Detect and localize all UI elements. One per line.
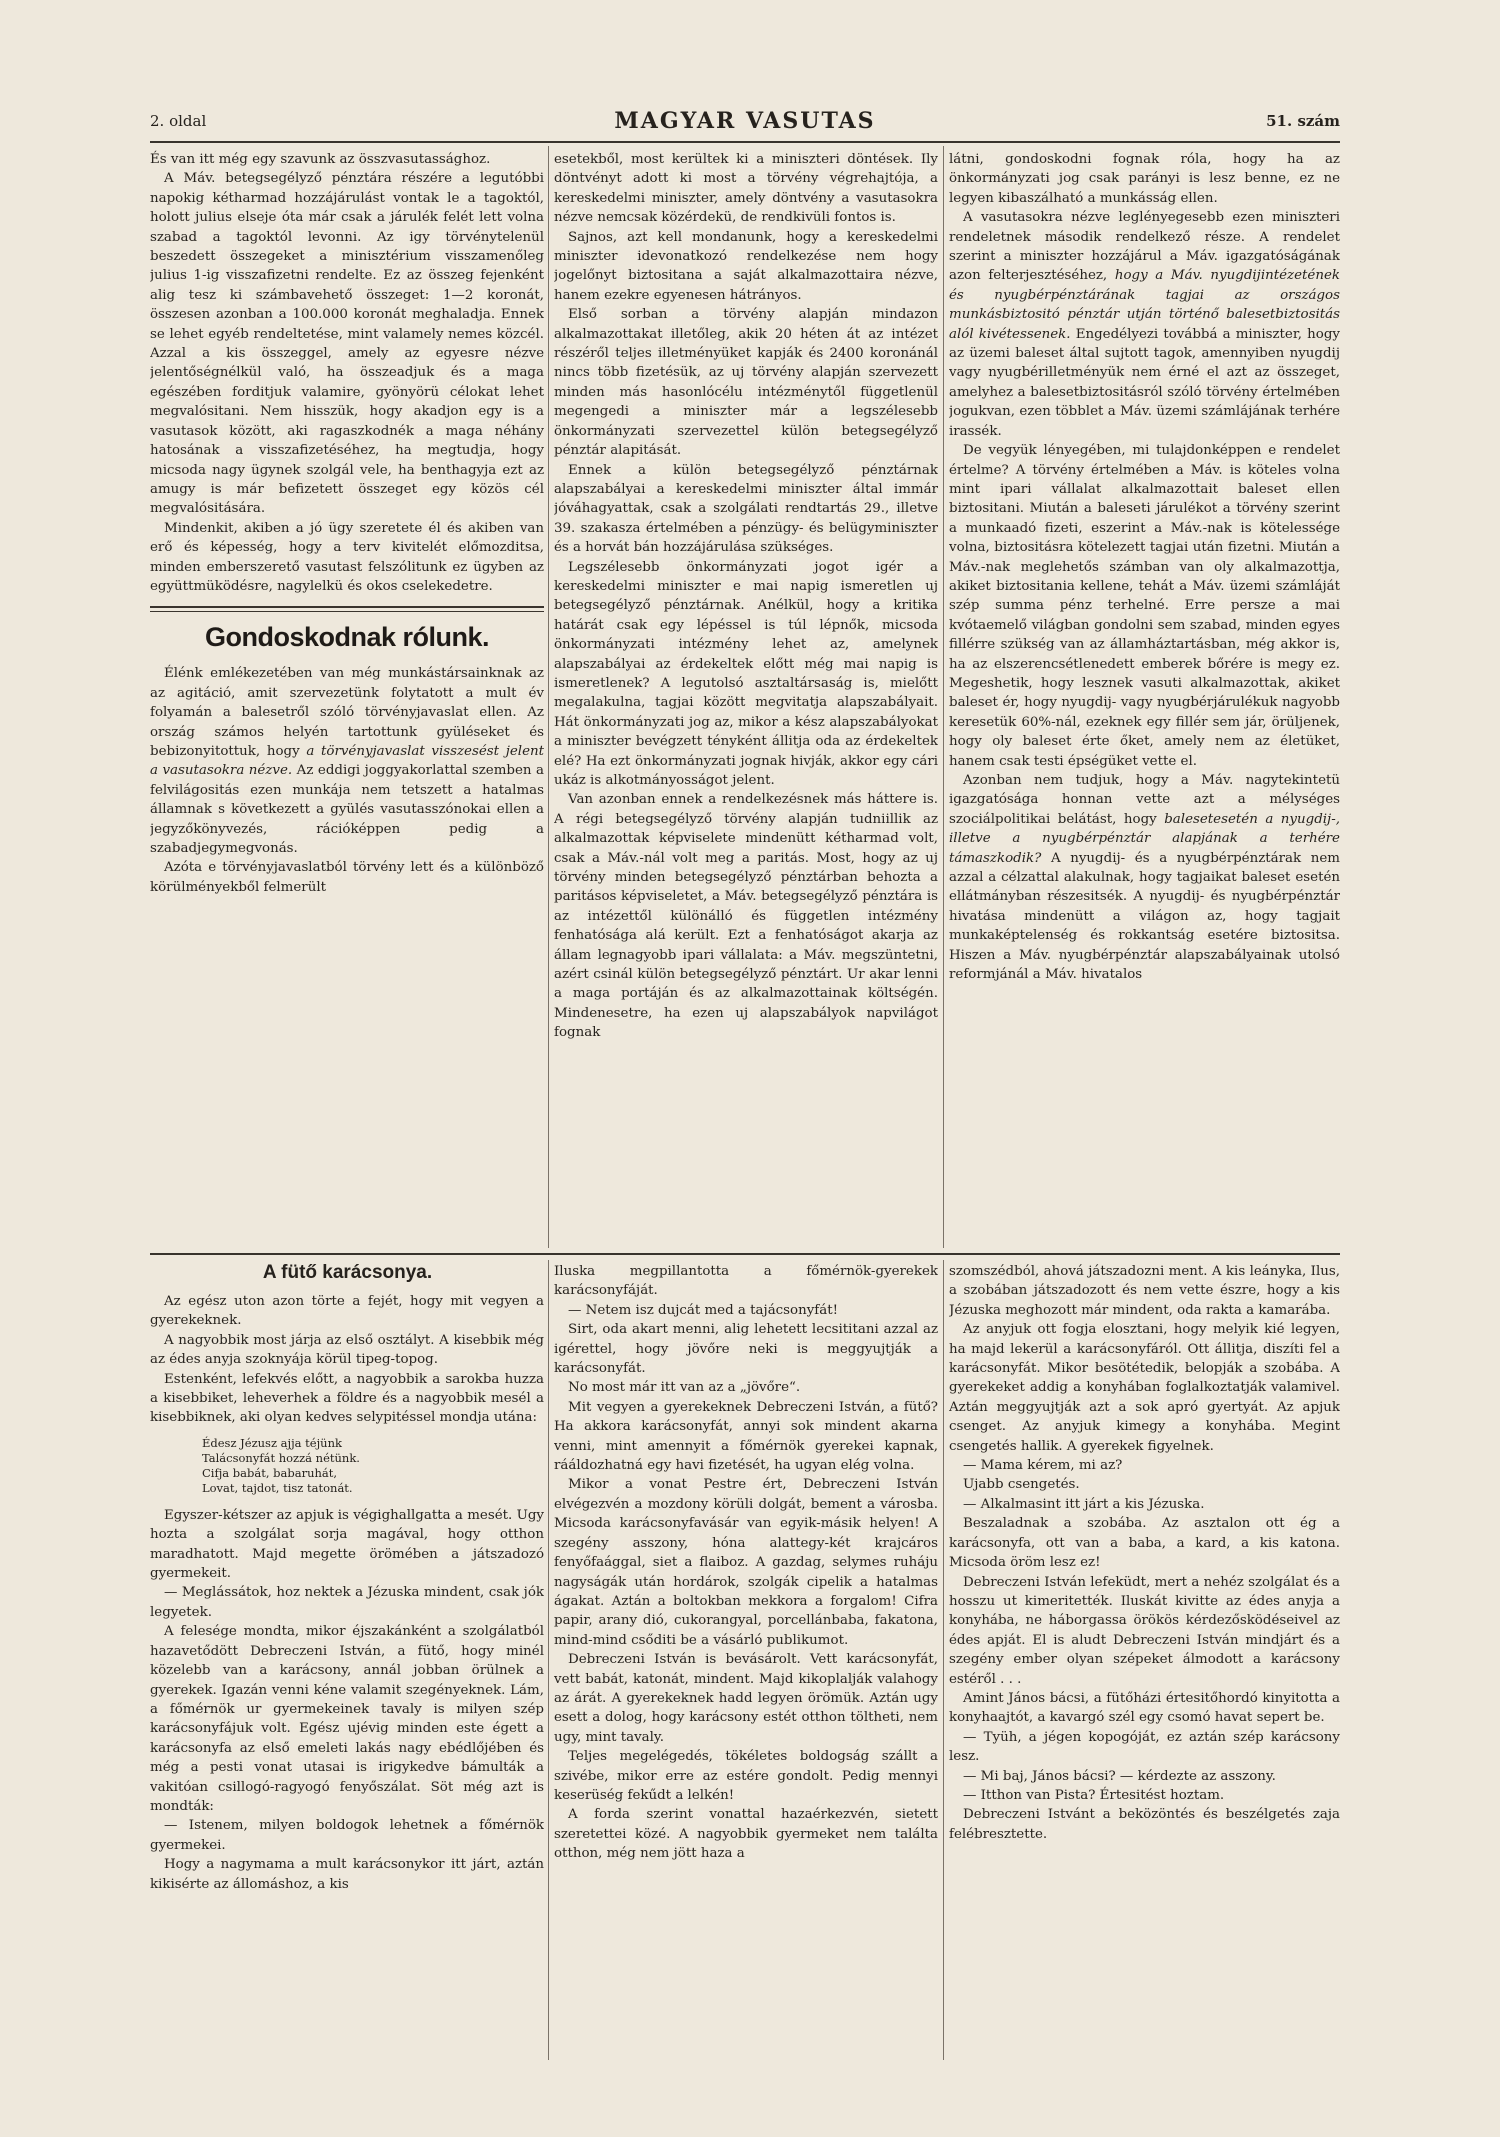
paragraph: Debreczeni István is bevásárolt. Vett karácsonyfát, vett babát, katonát, mindent. Majd kikoplalják valahogy az árát. A gyerekeknek hadd legyen örömük. Aztán ugy esett a dolog, hogy karácsony estét otthon töltheti, nem ugy, mint tavaly. <box>554 1652 938 1745</box>
paragraph: Azóta e törvényjavaslatból törvény lett és a különböző körülményekből felmerült <box>150 860 544 895</box>
rhyme-line: Édesz Jézusz ajja téjünk <box>202 1435 342 1450</box>
paragraph: — Istenem, milyen boldogok lehetnek a főmérnök gyermekei. <box>150 1818 544 1853</box>
article-column-3 <box>949 150 1340 1245</box>
paragraph: — Alkalmasint itt járt a kis Jézuska. <box>963 1496 1205 1512</box>
paragraph: — Meglássátok, hoz nektek a Jézuska mindent, csak jók legyetek. <box>150 1585 544 1620</box>
paragraph: Az egész uton azon törte a fejét, hogy mit vegyen a gyerekeknek. <box>150 1294 544 1329</box>
column-divider <box>943 146 944 1248</box>
paragraph: A Máv. betegsegélyző pénztára részére a legutóbbi napokig kétharmad hozzájárulást vontak le a tagoktól, holott julius elseje óta már csak a járulék felét lett volna szabad a tagoktól levonni. Az igy törvénytelenül beszedett összegeket a minisztérium visszamenőleg julius 1-ig visszafizetni rendelte. Ez az összeg fejenként alig tesz ki számbavehető összeget: 1—2 koronát, összesen azonban a 100.000 koronát meghaladja. Ennek se lehet egyéb rendeltetése, mint valamely nemes közcél. Azzal a kis összeggel, amely az egyesre nézve jelentőségnélkül való, ha összeadjuk és a maga egészében forditjuk valamire, gyönyörü célokat lehet megvalósitani. Nem hisszük, hogy akadjon egy is a vasutasok között, aki ragaszkodnék a maga néhány hatosának a visszafizetéséhez, ha megtudja, hogy micsoda nagy ügynek szolgál vele, ha benthagyja ezt az amugy is már befizetett összeget egy közös cél megvalósitására. <box>150 171 544 517</box>
story-column-2 <box>554 1262 938 2060</box>
column-divider <box>548 1260 549 2060</box>
paragraph: Azonban nem tudjuk, hogy a Máv. nagytekintetü igazgatósága honnan vette azt a mélységes szociálpolitikai belátást, hogy balesetesetén a nyugdij-, illetve a nyugbérpénztár alapjának a terhére támaszkodik? A nyugdij- és a nyugbérpénztárak nem azzal a célzattal alakulnak, hogy tagjaikat baleset esetén ellátmányban részesitsék. A nyugdij- és nyugbérpénztár hivatása mindenütt a világon az, hogy tagjait munkaképtelenség és rokkantság esetére biztositsa. Hiszen a Máv. nyugbérpénztár alapszabályainak utolsó reformjánál a Máv. hivatalos <box>949 773 1340 983</box>
paragraph: — Netem isz dujcát med a tajácsonyfát! <box>568 1302 838 1318</box>
paragraph: A nagyobbik most járja az első osztályt. A kisebbik még az édes anyja szoknyája körül tipeg-topog. <box>150 1332 544 1368</box>
article-headline: Gondoskodnak rólunk. <box>204 622 490 653</box>
paragraph: Sirt, oda akart menni, alig lehetett lecsititani azzal az igérettel, hogy jövőre neki is meggyujtják a karácsonyfát. <box>554 1322 938 1377</box>
paragraph: Debreczeni István lefeküdt, mert a nehéz szolgálat és a hosszu ut kimeritették. Iluskát kivitte az édes anyja a konyhába, ne háborgassa örökös kérdezősködéseivel az édes apját. El is aludt Debreczeni István mindjárt és a szegény ember olyan szépeket álmodott a karácsony estéről . . . <box>949 1574 1340 1687</box>
story-column-1 <box>150 1292 544 2060</box>
paragraph: Sajnos, azt kell mondanunk, hogy a kereskedelmi miniszter idevonatkozó rendelkezése nem hogy jogelőnyt biztositana a saját alkalmazottaira nézve, hanem ezekre egyenesen hátrányos. <box>554 229 938 303</box>
paragraph: A forda szerint vonattal hazaérkezvén, sietett szeretettei közé. A nagyobbik gyermeket nem találta otthon, még nem jött haza a <box>554 1807 938 1862</box>
newspaper-title: MAGYAR VASUTAS <box>614 108 876 134</box>
paragraph: Beszaladnak a szobába. Az asztalon ott ég a karácsonyfa, ott van a baba, a kard, a kis katona. Micsoda öröm lesz ez! <box>949 1516 1340 1571</box>
paragraph: Élénk emlékezetében van még munkástársainknak az az agitáció, amit szervezetünk folytatott a mult év folyamán a balesetről szóló törvényjavaslat ellen. Az ország számos helyén tartottunk gyüléseket és bebizonyitottuk, hogy a törvényjavaslat visszesést jelent a vasutasokra nézve. Az eddigi joggyakorlattal szemben a felvilágositás ezen munkája nem tetszett a hatalmas államnak s következett a gyülés vasutasszónokai ellen a jegyzőkönyvezés, rációképpen pedig a szabadjegymegvonás. <box>150 666 544 856</box>
paragraph: Hogy a nagymama a mult karácsonykor itt járt, aztán kikisérte az állomáshoz, a kis <box>150 1857 544 1892</box>
rhyme-line: Talácsonyfát hozzá nétünk. <box>202 1450 360 1465</box>
paragraph: — Tyüh, a jégen kopogóját, ez aztán szép karácsony lesz. <box>949 1729 1340 1765</box>
paragraph: A felesége mondta, mikor éjszakánként a szolgálatból hazavetődött Debreczeni István, a fütő, hogy minél közelebb van a karácsony, annál jobban örülnek a gyerekek. Igazán venni kéne valamit szegényeknek. Lám, a főmérnök ur gyermekeinek tavaly is milyen szép karácsonyfájuk volt. Egész ujévig minden este égett a karácsonyfa az első emeleti lakás nagy ebédlőjében és még a pesti vonat utasai is irigykedve bámulták a vakitóan csillogó-ragyogó fenyőszálat. Söt még azt is mondták: <box>150 1624 544 1814</box>
child-rhyme <box>202 1436 544 1496</box>
page-header <box>150 110 1340 138</box>
section-rule <box>150 1253 1340 1255</box>
paragraph: — Mama kérem, mi az? <box>963 1458 1123 1474</box>
paragraph: Van azonban ennek a rendelkezésnek más háttere is. A régi betegsegélyző törvény alapján tudniillik az alkalmazottak képviselete mindenütt kétharmad volt, csak a Máv.-nál volt meg a paritás. Most, hogy az uj törvény minden betegsegélyző pénztárban behozta a paritásos képviseletet, a Máv. betegsegélyző pénztára is az intézettől különálló és független intézmény fenhatósága alá került. Ezt a fenhatóságot akarja az állam legnagyobb ipari vállalata: a Máv. megszüntetni, azért csinál külön betegsegélyző pénztárt. Ur akar lenni a maga portáján és az alkalmazottainak költségén. Mindenesetre, ha ezen uj alapszabályok napvilágot fognak <box>554 792 938 1041</box>
paragraph: Ujabb csengetés. <box>963 1477 1080 1493</box>
story-column-3 <box>949 1262 1340 2060</box>
paragraph: No most már itt van az a „jövőre“. <box>568 1380 801 1396</box>
emphasis: hogy a Máv. nyugdijintézetének és nyugbérpénztárának tagjai az országos munkásbiztositó pénztár utján történő balesetbiztositás alól kivétessenek. <box>949 268 1340 342</box>
emphasis: balesetesetén a nyugdij-, illetve a nyugbérpénztár alapjának a terhére támaszkodik? <box>949 811 1340 866</box>
paragraph: Estenként, lefekvés előtt, a nagyobbik a sarokba huzza a kisebbiket, leheverhek a földre és a nagyobbik mesél a kisebbiknek, aki olyan kedves selypitéssel mondja utána: <box>150 1371 544 1426</box>
paragraph: Egyszer-kétszer az apjuk is végighallgatta a mesét. Ugy hozta a szolgálat sorja magával, hogy otthon maradhatott. Majd megette örömében a játszadozó gyermekeit. <box>150 1507 544 1582</box>
paragraph: esetekből, most kerültek ki a miniszteri döntések. Ily döntvényt adott ki most a törvény végrehajtója, a kereskedelmi miniszter, amely döntvény a vasutasokra nézve nemcsak közérdekü, de rendkivüli fontos is. <box>554 152 938 226</box>
rhyme-line: Cifja babát, babaruhát, <box>202 1465 338 1480</box>
paragraph: Mikor a vonat Pestre ért, Debreczeni István elvégezvén a mozdony körüli dolgát, bement a városba. Micsoda karácsonyfavásár van egyik-másik helyen! A szegény asszony, hóna alattegy-két krajcáros fenyőfaággal, siet a flaiboz. A gazdag, selymes ruháju nagyságák után hordárok, szolgák cipelik a hatalmas ágakat. Aztán a boltokban mekkora a forgalom! Cifra papir, arany dió, cukorangyal, porcellánbaba, fakatona, mind-mind csőditi be a vásárló publikumot. <box>554 1477 938 1648</box>
page-number: 2. oldal <box>150 112 207 130</box>
article-column-1 <box>150 150 544 1245</box>
story-title: A fütő karácsonya. <box>262 1262 433 1283</box>
paragraph: Első sorban a törvény alapján mindazon alkalmazottakat illetőleg, akik 20 héten át az intézet részéről teljes illetményüket kapják és 2400 koronánál nincs több fizetésük, az uj törvény alapján szervezett minden más hasonlócélu intézménytől függetlenül megengedi a miniszter már a legszélesebb önkormányzati szervezettel külön betegsegélyző pénztár alapitását. <box>554 307 938 459</box>
issue-number: 51. szám <box>1266 112 1340 130</box>
column-divider <box>548 146 549 1248</box>
paragraph: szomszédból, ahová játszadozni ment. A kis leányka, Ilus, a szobában játszadozott és nem vette észre, hogy a kis Jézuska meghozott már mindent, oda rakta a kamarába. <box>949 1264 1340 1318</box>
header-rule <box>150 141 1340 143</box>
paragraph: Ennek a külön betegsegélyző pénztárnak alapszabályai a kereskedelmi miniszter által immár jóváhagyattak, csak a szolgálati rendtartás 29., illetve 39. szakasza értelmében a pénzügy- és belügyminiszter és a horvát bán hozzájárulása szükséges. <box>554 462 938 556</box>
paragraph: Teljes megelégedés, tökéletes boldogság szállt a szivébe, mikor erre az estére gondolt. Pedig mennyi keserüség fekűdt a lelkén! <box>554 1749 938 1803</box>
paragraph: A vasutasokra nézve leglényegesebb ezen miniszteri rendeletnek második rendelkező része. A rendelet szerint a miniszter hozzájárul a Máv. igazgatóságának azon felterjesztéséhez, hogy a Máv. nyugdijintézetének és nyugbérpénztárának tagjai az országos munkásbiztositó pénztár utján történő balesetbiztositás alól kivétessenek. Engedélyezi továbbá a miniszter, hogy az üzemi baleset által sujtott tagok, amennyiben nyugdij vagy nyugbérilletményük nem érné el azt az összeget, amelyhez a balesetbiztositásról szóló törvény értelmében jogukvan, ezen többlet a Máv. üzemi számlájának terhére irassék. <box>949 210 1340 439</box>
paragraph: Mit vegyen a gyerekeknek Debreczeni István, a fütő? Ha akkora karácsonyfát, annyi sok mindent akarna venni, mint amennyit a főmérnök gyerekei kapnak, rááldozhatná egy havi fizetését, ha ugyan elég volna. <box>554 1399 938 1474</box>
paragraph: De vegyük lényegében, mi tulajdonképpen e rendelet értelme? A törvény értelmében a Máv. is köteles volna mint ipari vállalat alkalmazottait baleset ellen biztositani. Miután a baleseti járulékot a törvény szerint a munkaadó fizeti, eszerint a Máv.-nak is kötelessége volna, biztositásra kötelezett tagjai után fizetni. Miután a Máv.-nak meglehetős számban van oly alkalmazottja, akiket biztositania kellene, tehát a Máv. üzemi számláját szép summa pénz terhelné. Erre persze a mai kvótaemelő világban gondolni sem szabad, minden egyes fillérre szükség van az államháztartásban, még akkor is, ha az elszerencsétlenedett emberek bőrére is megy ez. Megeshetik, hogy lesznek vasuti alkalmazottak, akiket baleset ér, hogy nyugdij- vagy nyugbérjárulékuk nagyobb keresetük 60%-nál, ezeknek egy fillér sem jár, örüljenek, hogy oly baleset érte őket, amely nem az életüket, hanem csak testi épségüket vette el. <box>949 443 1340 769</box>
paragraph: Az anyjuk ott fogja elosztani, hogy melyik kié legyen, ha majd lekerül a karácsonyfáról. Ott állitja, diszíti fel a karácsonyfát. Mikor besötétedik, belopják a szobába. A gyerekeket addig a konyhában foglalkoztatják valamivel. Aztán meggyujtják azt a sok apró gyertyát. Az apjuk csenget. Az anyjuk kimegy a konyhába. Megint csengetés hallik. A gyerekek figyelnek. <box>949 1322 1340 1454</box>
paragraph: Debreczeni Istvánt a beközöntés és beszélgetés zaja felébresztette. <box>949 1807 1340 1842</box>
paragraph: Legszélesebb önkormányzati jogot igér a kereskedelmi miniszter e mai napig ismeretlen uj betegsegélyző pénztárnak. Anélkül, hogy a kritika határát csak egy lépéssel is túl lépnők, micsoda önkormányzati intézmény lehet az, amelynek alapszabályai az érdekeltek előtt még mai napig is ismeretlenek? A legutolsó asztaltársaság is, mielőtt megalakulna, tagjai között megvitatja alapszabályait. Hát önkormányzati jog az, mikor a kész alapszabályokat a miniszter bevégzett tényként állitja oda az érdekeltek elé? Ha ezt önkormányzati jognak hivják, akkor egy cári ukáz is alkotmányosságot jelent. <box>554 559 938 788</box>
article-column-2 <box>554 150 938 1245</box>
column-divider <box>943 1260 944 2060</box>
paragraph: — Mi baj, János bácsi? — kérdezte az asszony. <box>963 1768 1276 1784</box>
paragraph: És van itt még egy szavunk az összvasutassághoz. <box>150 152 491 167</box>
paragraph: Mindenkit, akiben a jó ügy szeretete él és akiben van erő és képesség, hogy a terv kivitelét előmozditsa, minden emberszerető vasutast felszólitunk ez ügyben az együttmüködésre, nagylelkü és okos cselekedetre. <box>150 520 544 594</box>
paragraph: Amint János bácsi, a fütőházi értesitőhordó kinyitotta a konyhaajtót, a kavargó szél egy csomó havat sepert be. <box>949 1690 1340 1726</box>
emphasis: a törvényjavaslat visszesést jelent a vasutasokra nézve. <box>150 743 544 779</box>
rhyme-line: Lovat, tajdot, tisz tatonát. <box>202 1480 353 1495</box>
paragraph: látni, gondoskodni fognak róla, hogy ha az önkormányzati jog csak parányi is lesz benne, ez ne legyen kibaszálható a munkásság ellen. <box>949 152 1340 206</box>
paragraph: — Itthon van Pista? Értesitést hoztam. <box>963 1787 1225 1803</box>
section-separator <box>150 606 544 612</box>
paragraph: Iluska megpillantotta a főmérnök-gyerekek karácsonyfáját. <box>554 1264 938 1299</box>
